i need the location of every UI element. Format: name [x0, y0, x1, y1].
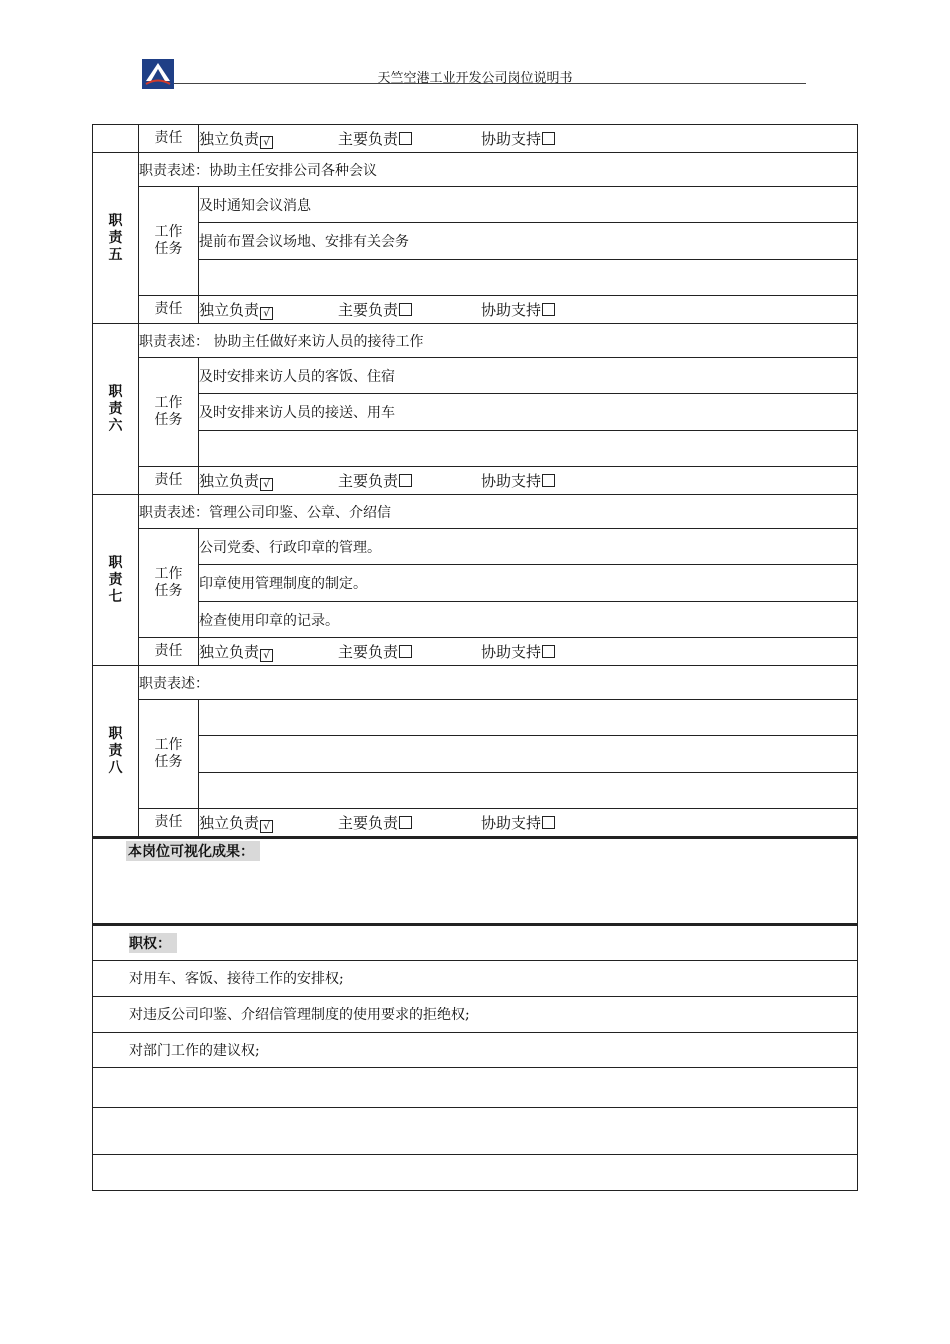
option-independent: 独立负责	[199, 130, 260, 148]
duty-8-responsibility-options	[199, 809, 858, 837]
duties-table	[92, 124, 858, 837]
duty-6-description-row	[93, 324, 858, 358]
duty-8-responsibility-label: 责任	[139, 809, 199, 837]
authority-item	[93, 1067, 858, 1107]
option-independent: 独立负责	[199, 472, 260, 490]
responsibility-row	[93, 125, 858, 153]
independent-checkbox[interactable]: √	[260, 307, 273, 320]
duty-7-task: 检查使用印章的记录。	[199, 602, 858, 638]
duty-6-responsibility-label: 责任	[139, 467, 199, 495]
assist-checkbox[interactable]	[542, 474, 555, 487]
duty-5-task-row	[93, 260, 858, 296]
duty-6-task-row	[93, 358, 858, 394]
authority-item-text: 对部门工作的建议权;	[93, 1032, 858, 1067]
authority-item-text	[93, 1107, 858, 1154]
option-independent: 独立负责	[199, 643, 260, 661]
authority-item-text: 对用车、客饭、接待工作的安排权;	[93, 960, 858, 996]
duty-8-description: 职责表述：	[139, 666, 858, 700]
duty-5-responsibility-row	[93, 296, 858, 324]
independent-checkbox[interactable]: √	[260, 478, 273, 491]
duty-6-label: 职责六	[93, 324, 139, 495]
duty-6-task-row	[93, 431, 858, 467]
authority-header-row	[93, 925, 858, 960]
duty-7-responsibility-label: 责任	[139, 638, 199, 666]
duty-6-task: 及时安排来访人员的接送、用车	[199, 394, 858, 431]
duty-8-task	[199, 736, 858, 773]
independent-checkbox[interactable]: √	[260, 820, 273, 833]
assist-checkbox[interactable]	[542, 816, 555, 829]
page-header	[0, 0, 950, 110]
duty-8-description-row	[93, 666, 858, 700]
authority-table	[92, 924, 858, 1191]
authority-item	[93, 960, 858, 996]
duty-5-task-row	[93, 223, 858, 260]
duty-6-task-row	[93, 394, 858, 431]
duty-7-description: 职责表述：管理公司印鉴、公章、介绍信	[139, 495, 858, 529]
side-cell-empty	[93, 125, 139, 153]
duty-7-task: 公司党委、行政印章的管理。	[199, 529, 858, 565]
assist-checkbox[interactable]	[542, 303, 555, 316]
option-assist: 协助支持	[481, 472, 542, 490]
authority-item-text	[93, 1067, 858, 1107]
duty-5-task-row	[93, 187, 858, 223]
authority-item	[93, 1032, 858, 1067]
authority-label: 职权：	[129, 933, 177, 953]
authority-item	[93, 1154, 858, 1190]
duty-5-label: 职责五	[93, 153, 139, 324]
duty-5-task: 及时通知会议消息	[199, 187, 858, 223]
header-divider	[174, 83, 806, 84]
duty-7-responsibility-options	[199, 638, 858, 666]
duty-5-responsibility-label: 责任	[139, 296, 199, 324]
option-assist: 协助支持	[481, 814, 542, 832]
option-independent: 独立负责	[199, 814, 260, 832]
main-checkbox[interactable]	[399, 474, 412, 487]
duty-8-label: 职责八	[93, 666, 139, 837]
document-title: 天竺空港工业开发公司岗位说明书	[377, 71, 573, 86]
duty-7-task-row	[93, 602, 858, 638]
visual-results-label: 本岗位可视化成果：	[126, 841, 260, 861]
duty-8-task	[199, 700, 858, 736]
duty-5-responsibility-options	[199, 296, 858, 324]
assist-checkbox[interactable]	[542, 645, 555, 658]
authority-item	[93, 996, 858, 1032]
duty-7-label: 职责七	[93, 495, 139, 666]
main-checkbox[interactable]	[399, 132, 412, 145]
duty-7-task-row	[93, 529, 858, 565]
duty-6-description: 职责表述： 协助主任做好来访人员的接待工作	[139, 324, 858, 358]
visual-results-section	[92, 837, 858, 924]
duty-8-responsibility-row	[93, 809, 858, 837]
option-independent: 独立负责	[199, 301, 260, 319]
authority-item	[93, 1107, 858, 1154]
option-assist: 协助支持	[481, 643, 542, 661]
option-main: 主要负责	[338, 814, 399, 832]
duty-8-task-row	[93, 736, 858, 773]
duty-6-task: 及时安排来访人员的客饭、住宿	[199, 358, 858, 394]
duty-6-responsibility-options	[199, 467, 858, 495]
authority-item-text	[93, 1154, 858, 1190]
duty-6-task	[199, 431, 858, 467]
option-main: 主要负责	[338, 301, 399, 319]
duty-5-task: 提前布置会议场地、安排有关会务	[199, 223, 858, 260]
duty-8-task-row	[93, 773, 858, 809]
option-assist: 协助支持	[481, 130, 542, 148]
duty-6-tasks-label: 工作任务	[139, 358, 199, 467]
duty-5-tasks-label: 工作任务	[139, 187, 199, 296]
main-checkbox[interactable]	[399, 645, 412, 658]
option-main: 主要负责	[338, 643, 399, 661]
duty-7-responsibility-row	[93, 638, 858, 666]
duty-7-task-row	[93, 565, 858, 602]
option-main: 主要负责	[338, 130, 399, 148]
duty-8-task	[199, 773, 858, 809]
job-description-form	[92, 124, 858, 1191]
duty-5-task	[199, 260, 858, 296]
company-logo-icon	[142, 59, 174, 89]
main-checkbox[interactable]	[399, 303, 412, 316]
assist-checkbox[interactable]	[542, 132, 555, 145]
independent-checkbox[interactable]: √	[260, 649, 273, 662]
responsibility-label: 责任	[139, 125, 199, 153]
duty-8-tasks-label: 工作任务	[139, 700, 199, 809]
duty-7-description-row	[93, 495, 858, 529]
independent-checkbox[interactable]: √	[260, 136, 273, 149]
duty-8-task-row	[93, 700, 858, 736]
duty-5-description: 职责表述：协助主任安排公司各种会议	[139, 153, 858, 187]
option-assist: 协助支持	[481, 301, 542, 319]
duty-7-task: 印章使用管理制度的制定。	[199, 565, 858, 602]
authority-item-text: 对违反公司印鉴、介绍信管理制度的使用要求的拒绝权;	[93, 996, 858, 1032]
duty-5-description-row	[93, 153, 858, 187]
option-main: 主要负责	[338, 472, 399, 490]
duty-6-responsibility-row	[93, 467, 858, 495]
duty-7-tasks-label: 工作任务	[139, 529, 199, 638]
main-checkbox[interactable]	[399, 816, 412, 829]
responsibility-options	[199, 125, 858, 153]
